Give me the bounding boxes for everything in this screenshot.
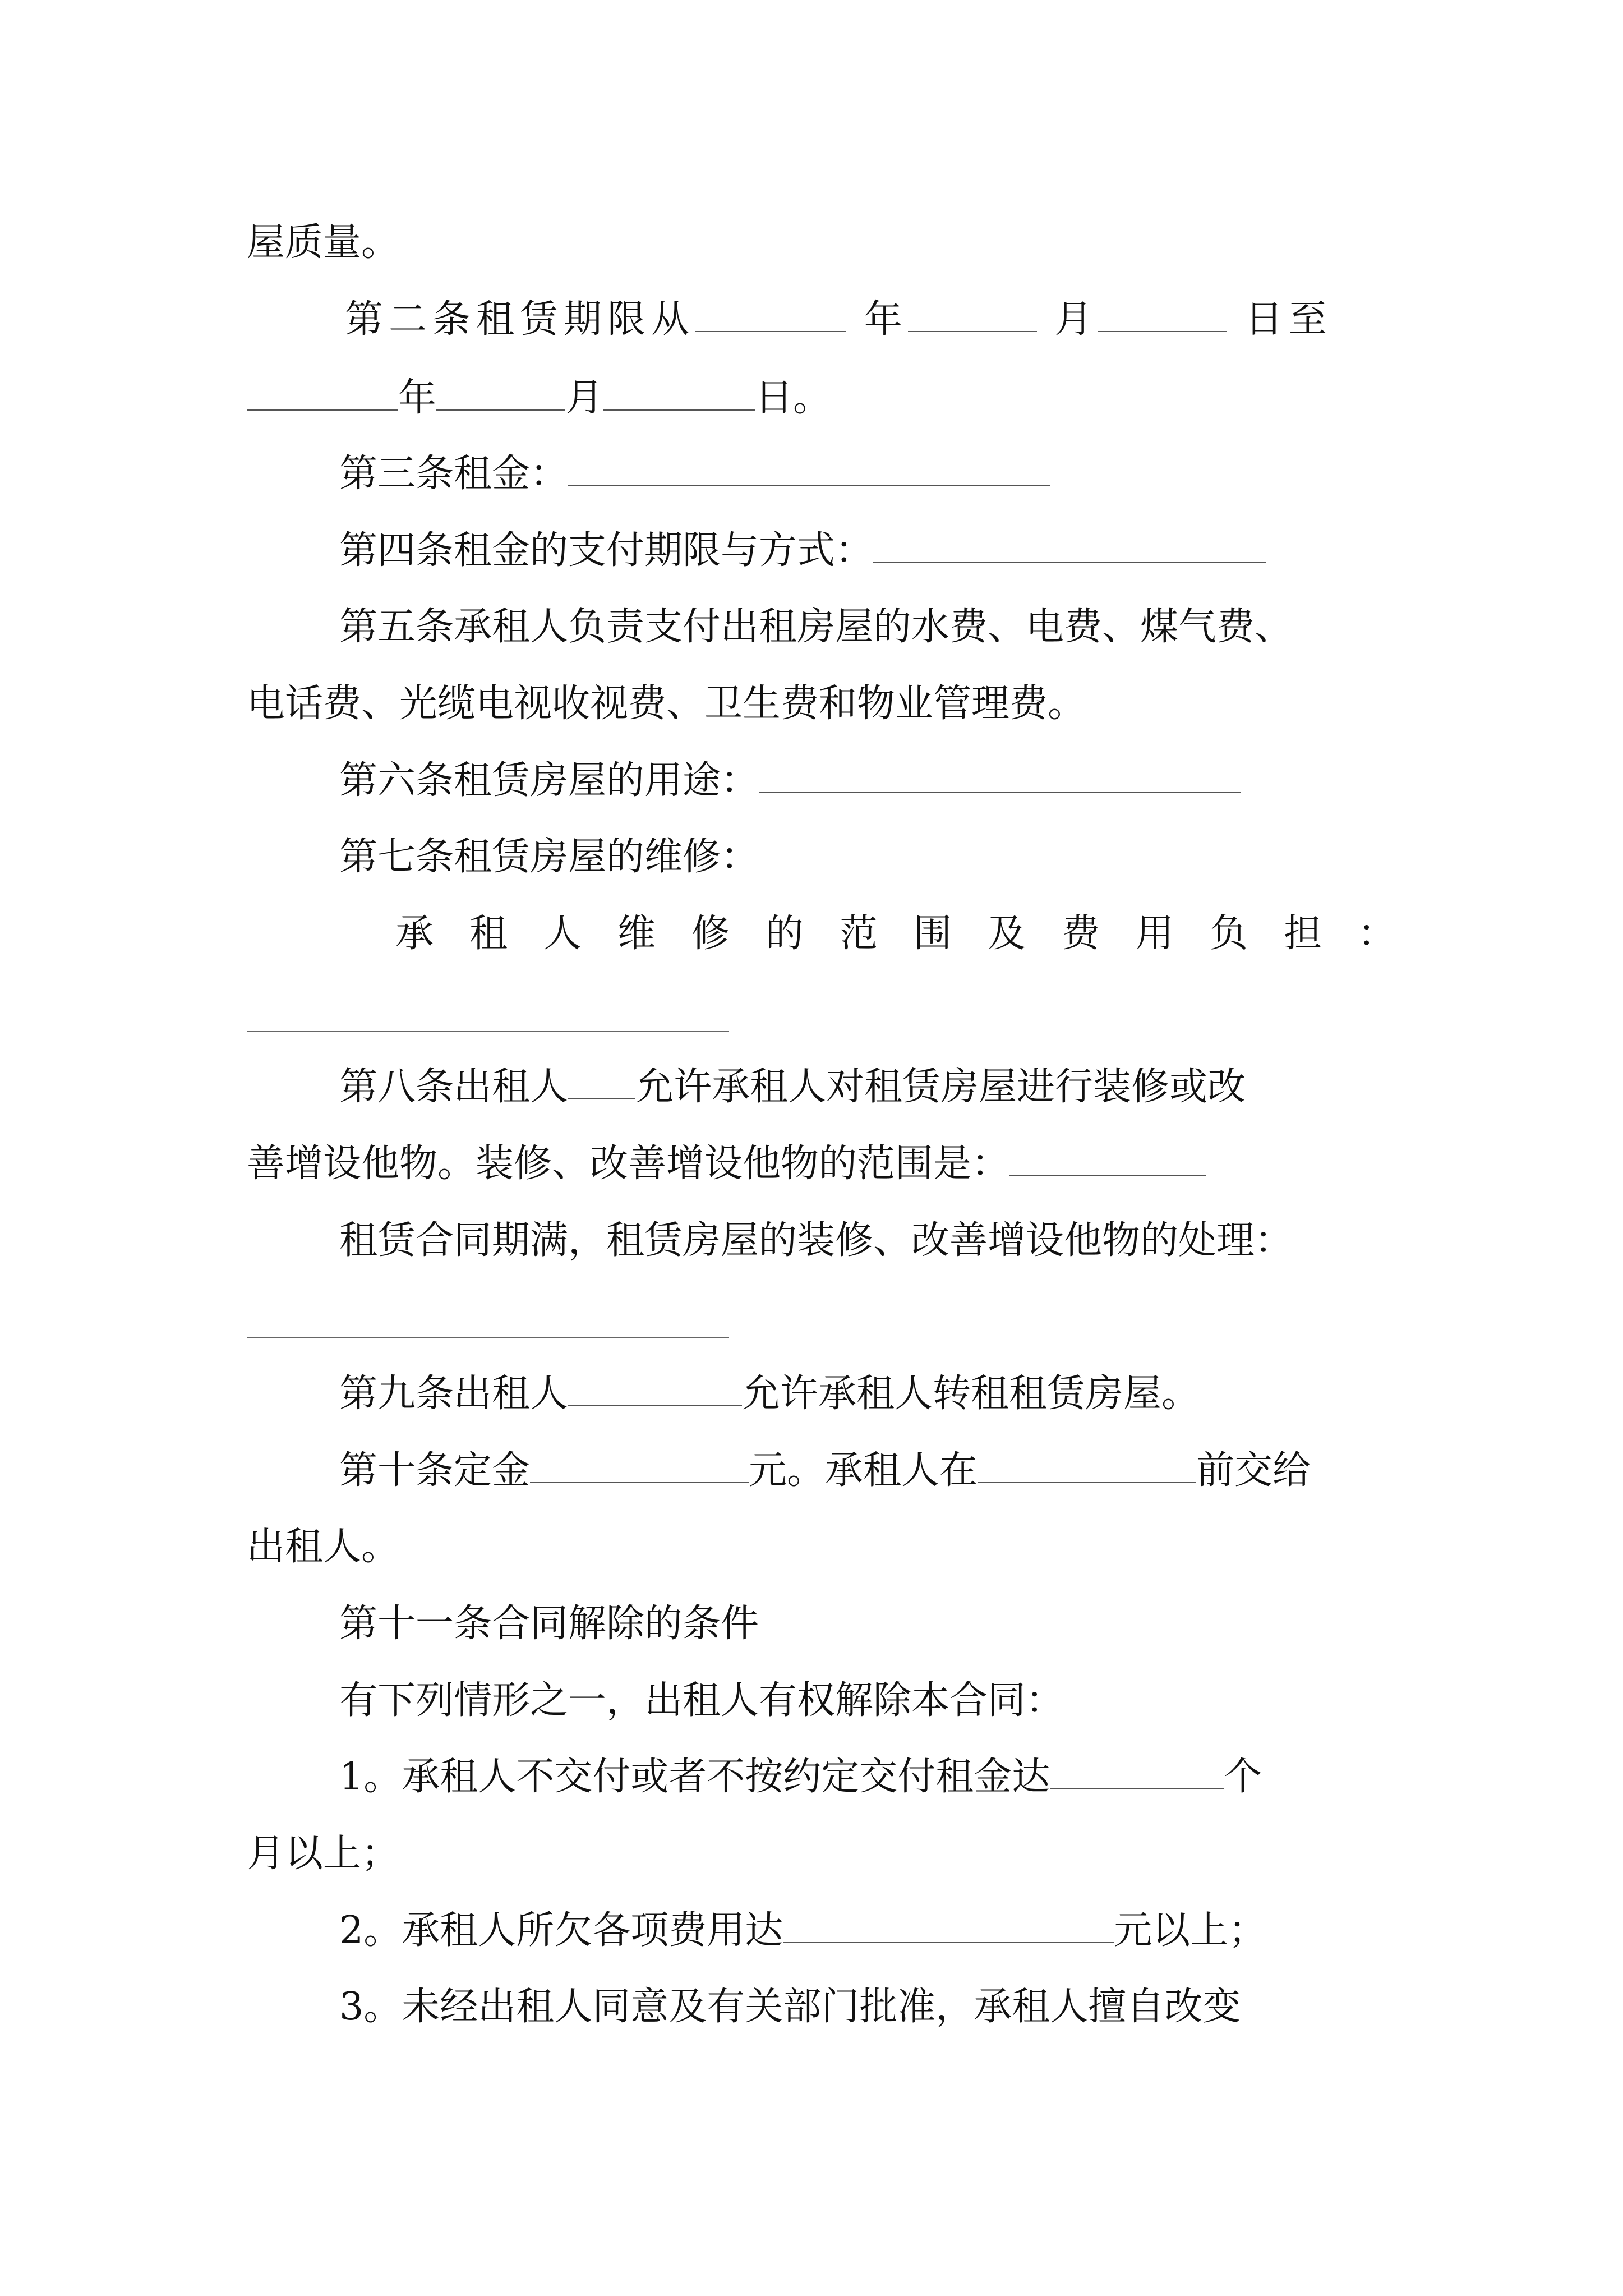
article-7 — [339, 832, 759, 882]
article-8-line-3 — [339, 1216, 1293, 1266]
text: 日。 — [755, 376, 832, 420]
text: 年 — [398, 376, 437, 420]
text: 月 — [1054, 297, 1099, 342]
article-10-line-1 — [339, 1446, 1311, 1496]
text: 元以上； — [1114, 1908, 1267, 1953]
text: 月 — [565, 376, 604, 420]
text: 第六条租赁房屋的用途： — [339, 758, 759, 803]
article-5-line-1 — [339, 602, 1293, 652]
text: 1。承租人不交付或者不按约定交付租金达 — [339, 1755, 1050, 1799]
text: 第七条租赁房屋的维修： — [339, 835, 759, 879]
blank-permission[interactable] — [568, 1065, 635, 1099]
blank-sublet-permission[interactable] — [568, 1372, 742, 1406]
condition-2 — [339, 1906, 1266, 1956]
text: 月以上； — [247, 1832, 400, 1876]
text: 第三条租金： — [339, 452, 569, 496]
text: 善增设他物。装修、改善增设他物的范围是： — [247, 1142, 1010, 1186]
article-10-line-2 — [247, 1522, 399, 1572]
text: 第十条定金 — [339, 1448, 531, 1493]
article-4 — [339, 526, 1266, 576]
text: 第八条出租人 — [339, 1065, 569, 1109]
text: 前交给 — [1196, 1448, 1311, 1493]
blank-deposit[interactable] — [530, 1448, 749, 1483]
blank-months[interactable] — [1050, 1755, 1224, 1789]
text: 有下列情形之一，出租人有权解除本合同： — [339, 1678, 1064, 1723]
text: 日至 — [1244, 297, 1332, 342]
text: 年 — [864, 297, 908, 342]
text: 出租人。 — [247, 1525, 400, 1569]
blank-month[interactable] — [436, 376, 565, 411]
article-7-detail — [395, 909, 1432, 959]
text: 第二条租赁期限从 — [345, 297, 695, 342]
text: 3。未经出租人同意及有关部门批准，承租人擅自改变 — [339, 1985, 1241, 2029]
article-2-line-1 — [345, 295, 1332, 345]
article-6 — [339, 756, 1241, 806]
paragraph-line — [247, 218, 399, 268]
text: 允许承租人转租租赁房屋。 — [742, 1372, 1200, 1416]
blank-year[interactable] — [695, 297, 846, 332]
blank-arrears-amount[interactable] — [783, 1908, 1114, 1943]
text: 电话费、光缆电视收视费、卫生费和物业管理费。 — [247, 682, 1086, 726]
article-9 — [339, 1369, 1200, 1419]
text: 第九条出租人 — [339, 1372, 569, 1416]
blank-day[interactable] — [603, 376, 755, 411]
text: 允许承租人对租赁房屋进行装修或改 — [635, 1065, 1246, 1109]
text: 第四条租金的支付期限与方式： — [339, 528, 874, 573]
blank-renovation-scope[interactable] — [1009, 1142, 1206, 1176]
article-3 — [339, 449, 1050, 499]
text: 第十一条合同解除的条件 — [339, 1602, 759, 1646]
article-2-line-2 — [247, 373, 831, 424]
blank-day[interactable] — [1098, 297, 1227, 332]
blank-renovation-handling[interactable] — [247, 1337, 729, 1338]
article-11-title — [339, 1599, 759, 1649]
condition-1-line-2 — [247, 1829, 399, 1879]
text: 第五条承租人负责支付出租房屋的水费、电费、煤气费、 — [339, 605, 1293, 649]
text: 2。承租人所欠各项费用达 — [339, 1908, 783, 1953]
text: 屋质量。 — [247, 220, 400, 265]
condition-3 — [339, 1982, 1241, 2032]
blank-repair-scope[interactable] — [247, 1031, 729, 1032]
text: 元。承租人在 — [749, 1448, 978, 1493]
blank-purpose[interactable] — [759, 758, 1241, 793]
blank-rent[interactable] — [568, 452, 1050, 486]
article-5-line-2 — [247, 679, 1086, 729]
article-11-intro — [339, 1676, 1064, 1726]
condition-1-line-1 — [339, 1752, 1262, 1802]
text: 承租人维修的范围及费用负担： — [395, 912, 1432, 956]
blank-payment-method[interactable] — [873, 528, 1266, 563]
blank-month[interactable] — [908, 297, 1037, 332]
article-8-line-2 — [247, 1139, 1206, 1189]
article-8-line-1 — [339, 1062, 1246, 1112]
text: 个 — [1224, 1755, 1262, 1799]
blank-deposit-date[interactable] — [978, 1448, 1196, 1483]
text: 租赁合同期满，租赁房屋的装修、改善增设他物的处理： — [339, 1218, 1293, 1263]
blank-year[interactable] — [247, 376, 398, 411]
